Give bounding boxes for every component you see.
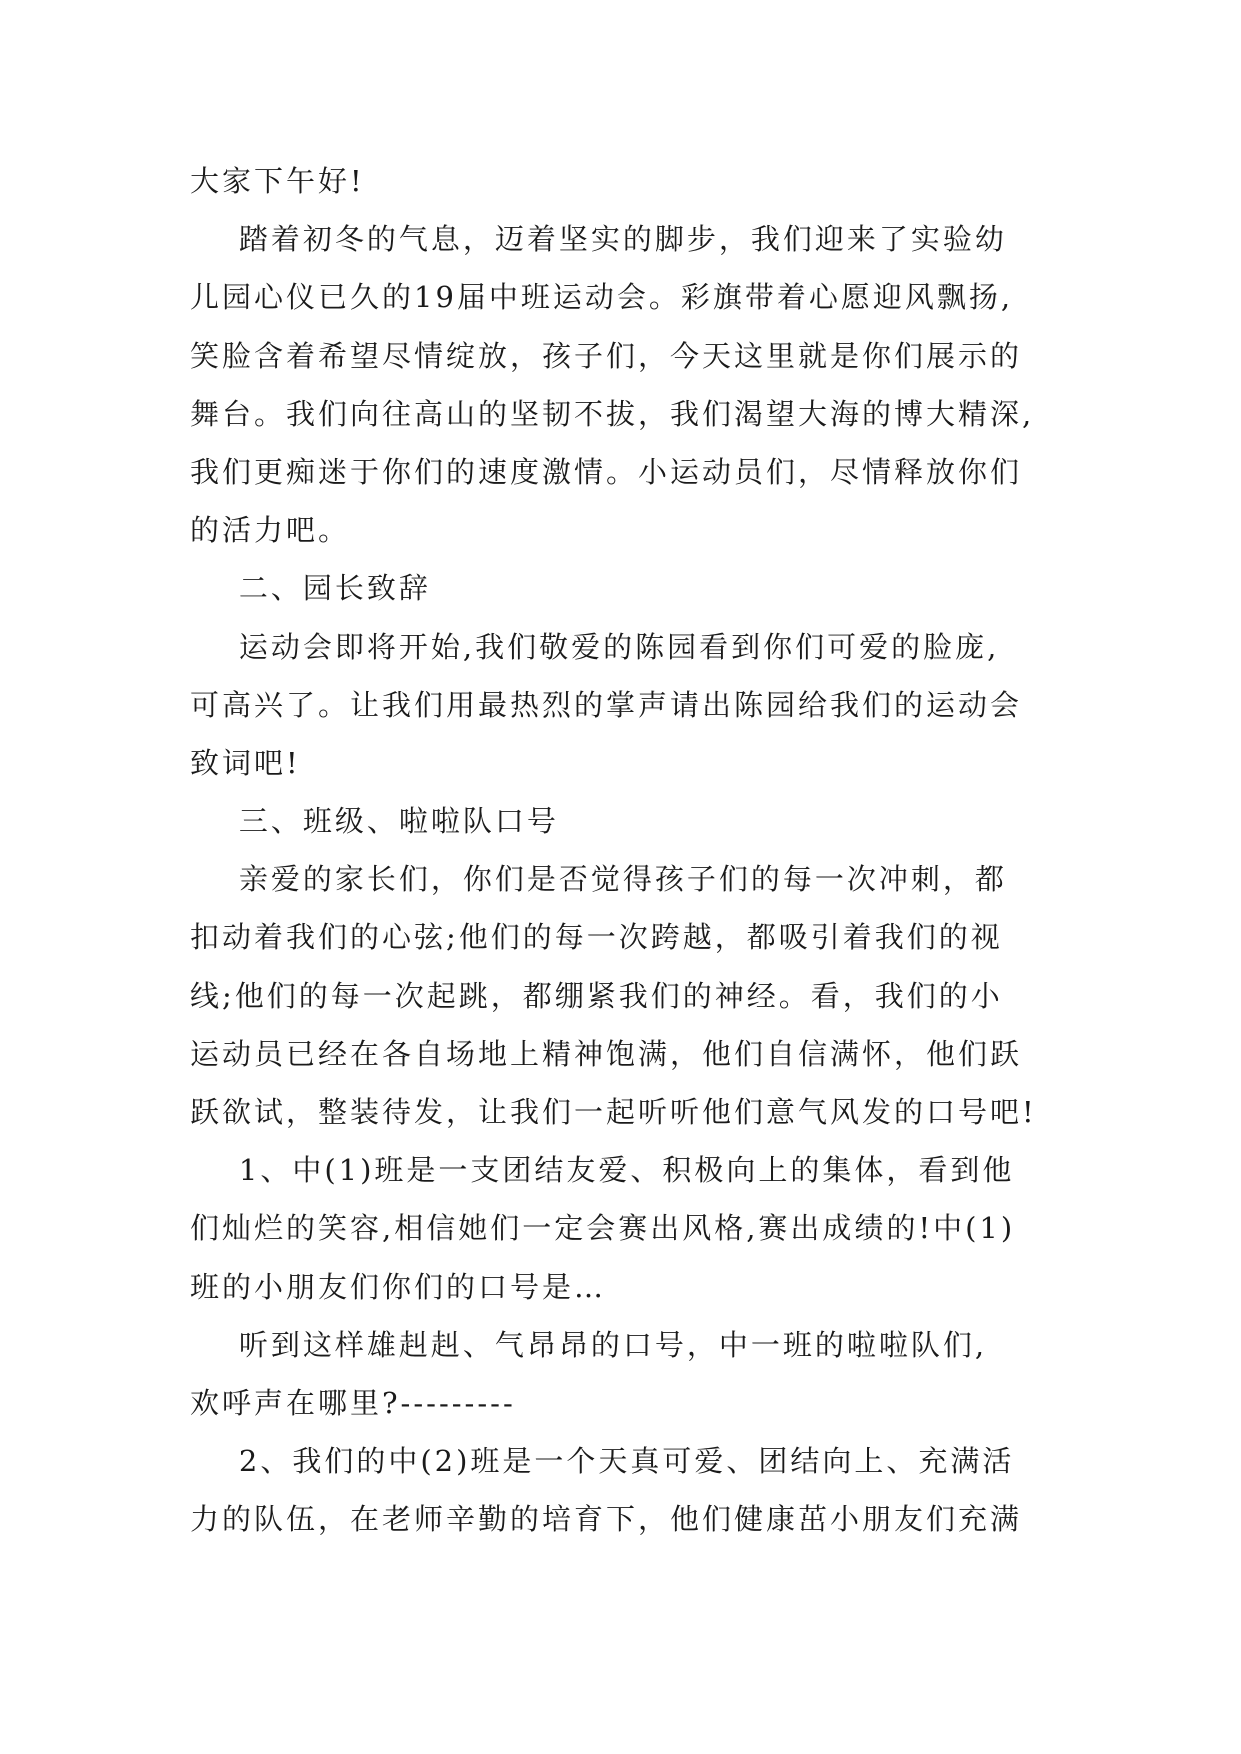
text-line: 运动员已经在各自场地上精神饱满，他们自信满怀，他们跃 bbox=[190, 1036, 1023, 1071]
text-line: 儿园心仪已久的19届中班运动会。彩旗带着心愿迎风飘扬, bbox=[190, 280, 1014, 315]
section-heading: 二、园长致辞 bbox=[190, 571, 431, 606]
text-line: 致词吧! bbox=[190, 745, 301, 780]
section-heading: 三、班级、啦啦队口号 bbox=[190, 804, 559, 839]
text-line: 运动会即将开始,我们敬爱的陈园看到你们可爱的脸庞, bbox=[190, 629, 1000, 664]
text-line: 班的小朋友们你们的口号是… bbox=[190, 1269, 607, 1304]
text-line: 踏着初冬的气息，迈着坚实的脚步，我们迎来了实验幼 bbox=[190, 222, 1007, 257]
text-line: 欢呼声在哪里?--------- bbox=[190, 1385, 516, 1420]
text-line: 大家下午好! bbox=[190, 164, 365, 198]
text-line: 1、中(1)班是一支团结友爱、积极向上的集体，看到他 bbox=[190, 1153, 1015, 1188]
text-line: 2、我们的中(2)班是一个天真可爱、团结向上、充满活 bbox=[190, 1444, 1015, 1479]
document-body bbox=[190, 152, 1060, 1549]
text-line: 的活力吧。 bbox=[190, 513, 351, 548]
text-line: 扣动着我们的心弦;他们的每一次跨越，都吸引着我们的视 bbox=[190, 920, 1003, 955]
text-line: 可高兴了。让我们用最热烈的掌声请出陈园给我们的运动会 bbox=[190, 687, 1023, 722]
text-line: 力的队伍，在老师辛勤的培育下，他们健康茁小朋友们充满 bbox=[190, 1502, 1023, 1537]
text-line: 舞台。我们向往高山的坚韧不拔，我们渴望大海的博大精深, bbox=[190, 396, 1035, 431]
text-line: 们灿烂的笑容,相信她们一定会赛出风格,赛出成绩的!中(1) bbox=[190, 1211, 1016, 1246]
text-line: 笑脸含着希望尽情绽放，孩子们，今天这里就是你们展示的 bbox=[190, 338, 1023, 373]
text-line: 线;他们的每一次起跳，都绷紧我们的神经。看，我们的小 bbox=[190, 978, 1003, 1013]
text-line: 跃欲试，整装待发，让我们一起听听他们意气风发的口号吧! bbox=[190, 1095, 1037, 1129]
text-line: 亲爱的家长们，你们是否觉得孩子们的每一次冲刺，都 bbox=[190, 862, 1007, 897]
text-line: 听到这样雄赳赳、气昂昂的口号，中一班的啦啦队们, bbox=[190, 1327, 988, 1362]
text-line: 我们更痴迷于你们的速度激情。小运动员们，尽情释放你们 bbox=[190, 454, 1023, 489]
